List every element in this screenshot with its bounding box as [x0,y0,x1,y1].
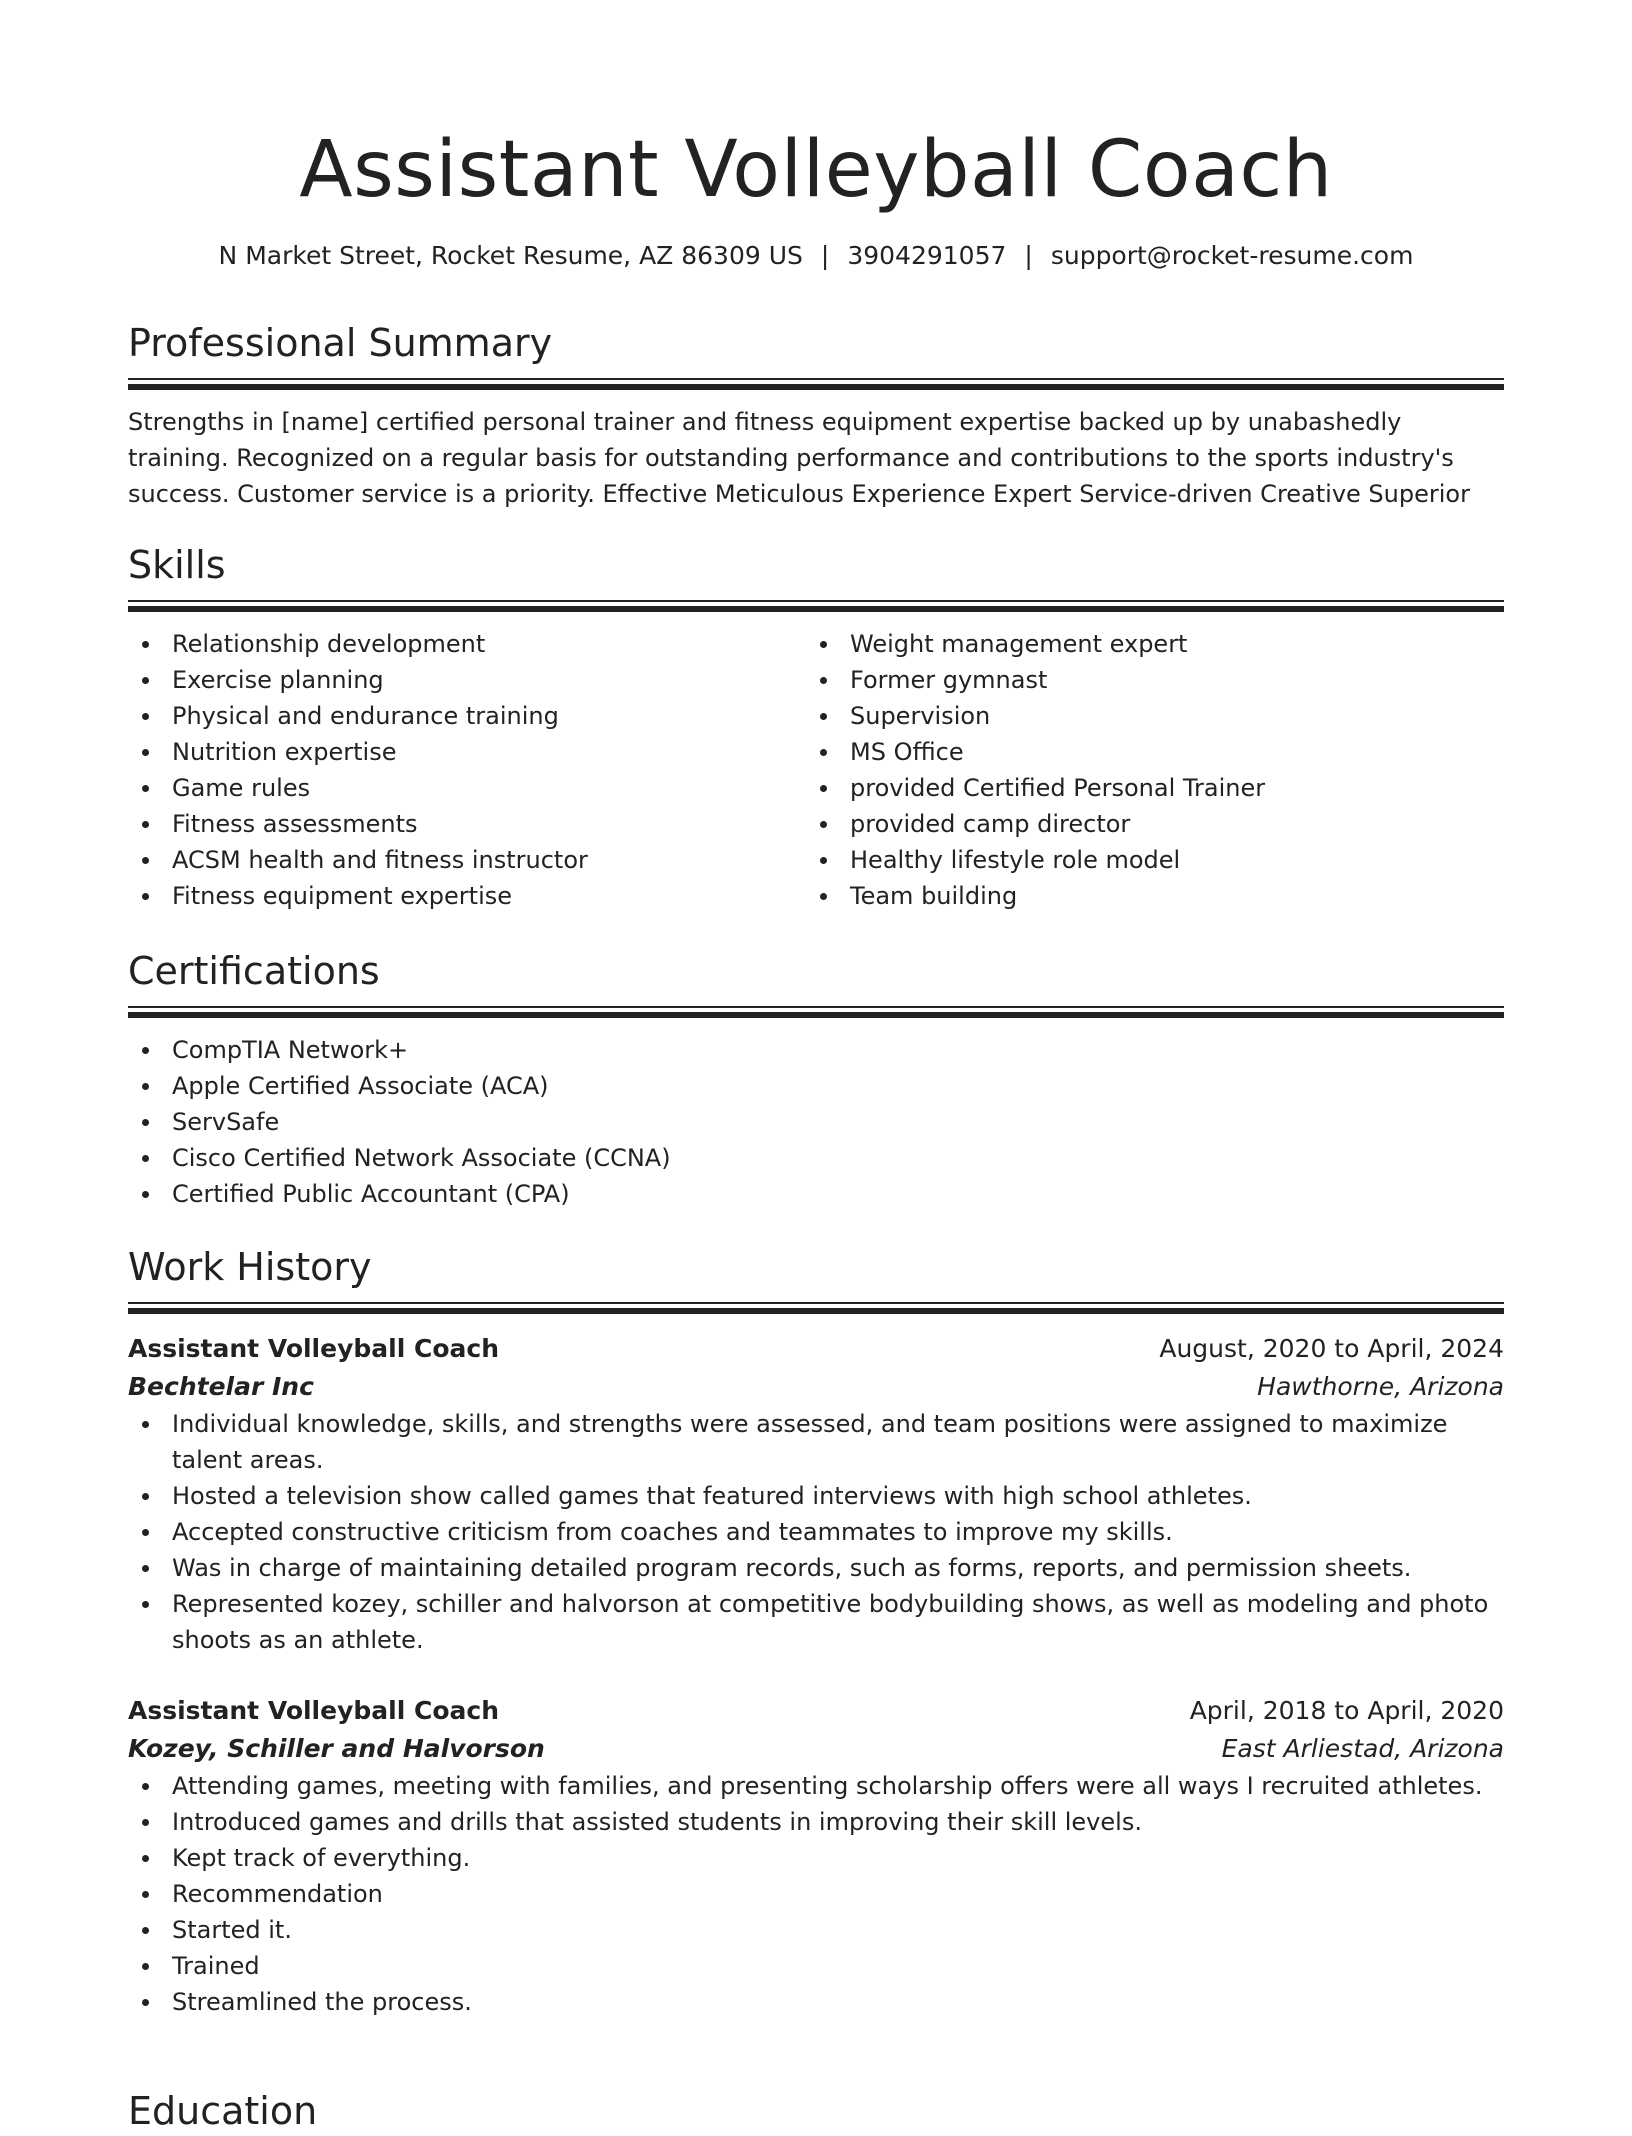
certification-item: ServSafe [128,1104,1504,1140]
skill-item: Fitness assessments [128,806,806,842]
skill-item: Former gymnast [806,662,1484,698]
skills-list-left [128,626,806,914]
skill-item: Weight management expert [806,626,1484,662]
job-bullet: Kept track of everything. [128,1840,1504,1876]
section-divider [128,1006,1504,1018]
section-divider [128,1302,1504,1314]
skills-section [128,540,1504,914]
skill-item: Supervision [806,698,1484,734]
contact-address: N Market Street, Rocket Resume, AZ 86309 US [218,241,803,270]
job-bullet: Attending games, meeting with families, and presenting scholarship offers were all ways I recruited athletes. [128,1768,1504,1804]
certification-item: Cisco Certified Network Associate (CCNA) [128,1140,1504,1176]
job-bullet: Was in charge of maintaining detailed program records, such as forms, reports, and permission sheets. [128,1550,1504,1586]
job-bullet: Recommendation [128,1876,1504,1912]
certifications-list [128,1032,1504,1212]
job-title: Assistant Volleyball Coach [128,1334,499,1363]
skill-item: ACSM health and fitness instructor [128,842,806,878]
skill-item: provided camp director [806,806,1484,842]
contact-phone: 3904291057 [847,241,1007,270]
job-bullets [128,1768,1504,2020]
skills-list-right [806,626,1484,914]
contact-separator: | [820,241,830,270]
job-company: Kozey, Schiller and Halvorson [128,1734,545,1763]
job-header [128,1330,1504,1368]
resume-name: Assistant Volleyball Coach [299,125,1333,215]
job-bullet: Streamlined the process. [128,1984,1504,2020]
skill-item: provided Certified Personal Trainer [806,770,1484,806]
skill-item: Game rules [128,770,806,806]
skill-item: Team building [806,878,1484,914]
skill-item: Relationship development [128,626,806,662]
summary-section [128,318,1504,512]
section-divider [128,600,1504,612]
certification-item: CompTIA Network+ [128,1032,1504,1068]
job-dates: April, 2018 to April, 2020 [1189,1696,1504,1725]
section-title: Skills [128,543,226,587]
section-title: Professional Summary [128,321,553,365]
skill-item: MS Office [806,734,1484,770]
job-header [128,1692,1504,1730]
section-title: Work History [128,1245,372,1289]
summary-text: Strengths in [name] certified personal trainer and fitness equipment expertise backed up by unabashedly training. Recognized on a regular basis for outstanding performance and contributions to the sports industry's success. Customer service is a priority. Effective Meticulous Experience Expert Service-driven Creative Superior [128,408,1470,508]
job-location: Hawthorne, Arizona [1257,1372,1504,1401]
job-bullet: Accepted constructive criticism from coaches and teammates to improve my skills. [128,1514,1504,1550]
job-bullet: Trained [128,1948,1504,1984]
skill-item: Fitness equipment expertise [128,878,806,914]
section-title: Certifications [128,949,380,993]
certification-item: Apple Certified Associate (ACA) [128,1068,1504,1104]
certification-item: Certified Public Accountant (CPA) [128,1176,1504,1212]
work-history-section [128,1242,1504,2020]
job-location: East Arliestad, Arizona [1221,1734,1504,1763]
job-subheader [128,1368,1504,1406]
job-entry [128,1330,1504,1658]
skills-columns [128,626,1504,914]
job-bullet: Hosted a television show called games that featured interviews with high school athletes. [128,1478,1504,1514]
job-bullet: Represented kozey, schiller and halvorson at competitive bodybuilding shows, as well as modeling and photo shoots as an athlete. [128,1586,1504,1658]
skill-item: Physical and endurance training [128,698,806,734]
job-bullets [128,1406,1504,1658]
contact-email: support@rocket-resume.com [1050,241,1414,270]
section-title: Education [128,2089,318,2133]
education-section [128,2086,1504,2136]
skill-item: Healthy lifestyle role model [806,842,1484,878]
skill-item: Nutrition expertise [128,734,806,770]
job-company: Bechtelar Inc [128,1372,314,1401]
contact-separator: | [1024,241,1033,270]
section-divider [128,378,1504,390]
skill-item: Exercise planning [128,662,806,698]
job-subheader [128,1730,1504,1768]
job-bullet: Introduced games and drills that assisted students in improving their skill levels. [128,1804,1504,1840]
job-title: Assistant Volleyball Coach [128,1696,499,1725]
contact-line [128,238,1504,274]
certifications-section [128,946,1504,1212]
job-entry [128,1692,1504,2020]
job-bullet: Started it. [128,1912,1504,1948]
job-bullet: Individual knowledge, skills, and strengths were assessed, and team positions were assigned to maximize talent areas. [128,1406,1504,1478]
job-dates: August, 2020 to April, 2024 [1159,1334,1504,1363]
